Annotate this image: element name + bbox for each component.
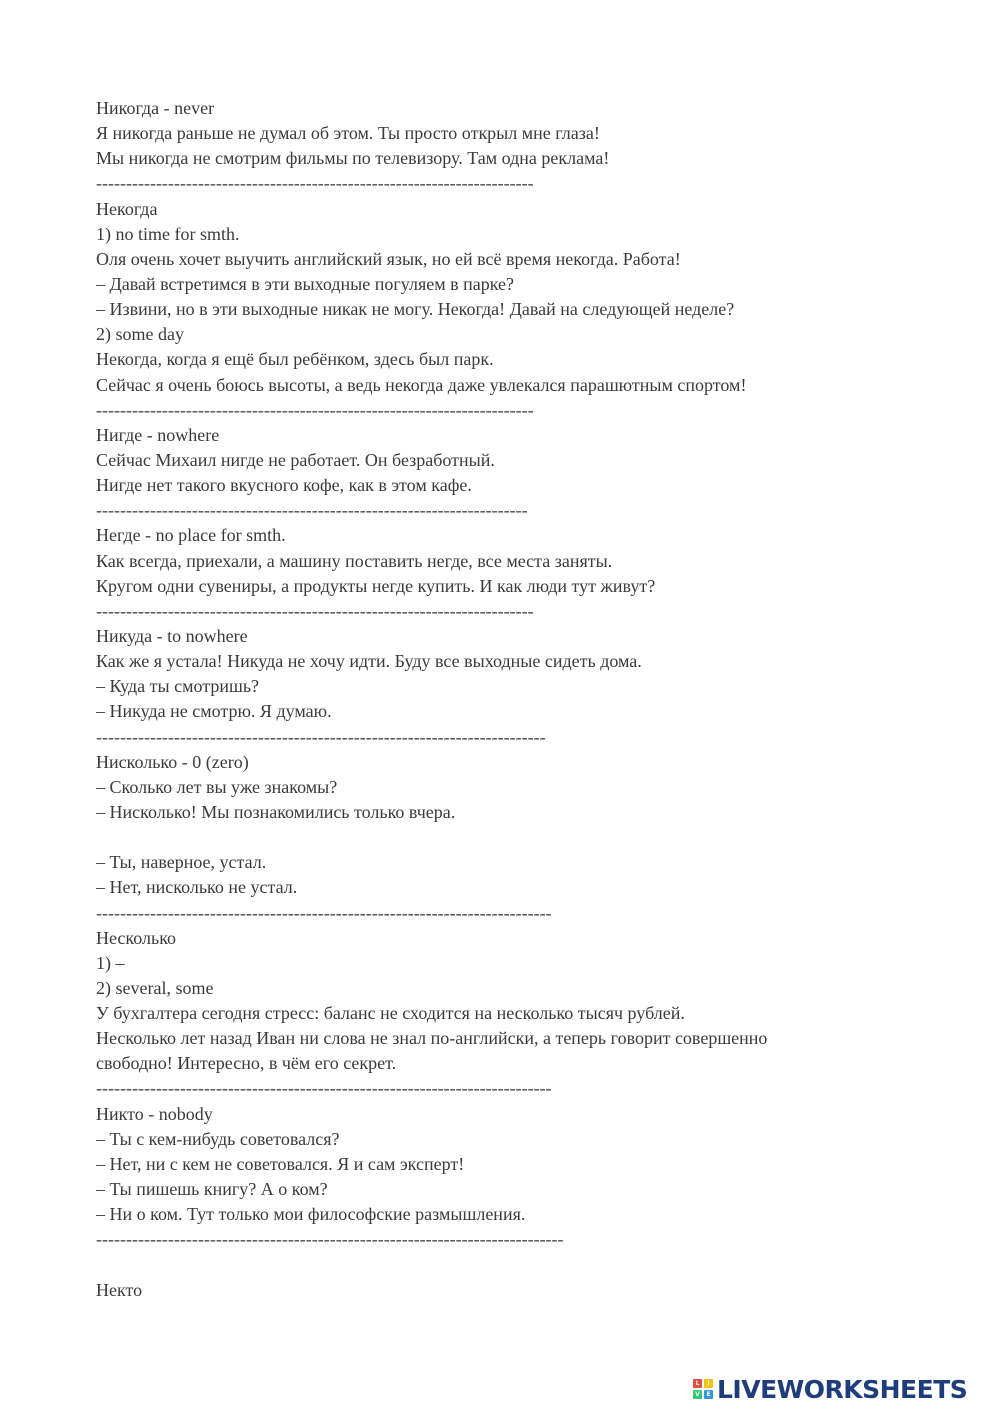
brand-wordmark: LIVEWORKSHEETS [717,1374,968,1404]
text-line: Никуда - to nowhere [96,625,248,646]
separator-line: ------------------------------------------------------------------------- [96,173,534,194]
text-line: – Нет, нисколько не устал. [96,877,298,898]
text-line: Негде - no place for smth. [96,525,286,546]
logo-square-v: V [693,1390,702,1399]
text-line: Некто [96,1279,143,1300]
text-line: Мы никогда не смотрим фильмы по телевизору. Там одна реклама! [96,148,610,169]
text-line: – Никуда не смотрю. Я думаю. [96,701,332,722]
liveworksheets-brand [693,1374,967,1404]
text-line: – Нет, ни с кем не советовался. Я и сам эксперт! [96,1153,465,1174]
separator-line: ------------------------------------------------------------------------------ [96,1229,564,1250]
text-line: Как всегда, приехали, а машину поставить негде, все места заняты. [96,550,613,571]
blank-line [96,825,956,850]
separator-line: ------------------------------------------------------------------------- [96,600,534,621]
text-line: Оля очень хочет выучить английский язык, но ей всё время некогда. Работа! [96,248,681,269]
text-line: – Нисколько! Мы познакомились только вчера. [96,801,456,822]
blank-line [96,1252,956,1277]
separator-line: ------------------------------------------------------------------------- [96,399,534,420]
text-line: – Ты пишешь книгу? А о ком? [96,1179,328,1200]
text-line: – Давай встретимся в эти выходные погуляем в парке? [96,273,515,294]
separator-line: ---------------------------------------------------------------------------- [96,1078,552,1099]
text-line: Сейчас Михаил нигде не работает. Он безработный. [96,449,495,470]
separator-line: ---------------------------------------------------------------------------- [96,902,552,923]
text-line: 2) several, some [96,977,214,998]
text-line: – Куда ты смотришь? [96,676,260,697]
text-line: 1) – [96,952,125,973]
text-line: – Сколько лет вы уже знакомы? [96,776,338,797]
logo-square-l: L [693,1379,702,1388]
text-line: Некогда, когда я ещё был ребёнком, здесь был парк. [96,349,494,370]
text-line: – Ты с кем-нибудь советовался? [96,1128,340,1149]
text-line: Кругом одни сувениры, а продукты негде купить. И как люди тут живут? [96,575,656,596]
text-line: Нисколько - 0 (zero) [96,751,249,772]
separator-line: --------------------------------------------------------------------------- [96,726,546,747]
text-line: Никогда - never [96,98,215,118]
text-line: Нигде - nowhere [96,424,220,445]
text-line: – Извини, но в эти выходные никак не могу. Некогда! Давай на следующей неделе? [96,299,735,320]
text-line: Никто - nobody [96,1103,213,1124]
logo-square-i: I [704,1379,713,1388]
text-line: Как же я устала! Никуда не хочу идти. Буду все выходные сидеть дома. [96,651,642,672]
text-line: Нигде нет такого вкусного кофе, как в этом кафе. [96,475,472,496]
text-line: 1) no time for smth. [96,223,240,244]
text-line: – Ни о ком. Тут только мои философские размышления. [96,1204,526,1225]
liveworksheets-logo-icon [693,1379,713,1399]
logo-square-e: E [704,1390,713,1399]
text-line: Сейчас я очень боюсь высоты, а ведь некогда даже увлекался парашютным спортом! [96,374,747,395]
text-line: Несколько [96,927,177,948]
text-line: Я никогда раньше не думал об этом. Ты просто открыл мне глаза! [96,123,600,144]
text-line: Несколько лет назад Иван ни слова не знал по-английски, а теперь говорит совершенно [96,1028,768,1049]
text-line: 2) some day [96,324,184,345]
text-line: Некогда [96,198,158,219]
separator-line: ------------------------------------------------------------------------ [96,500,528,521]
text-line: – Ты, наверное, устал. [96,852,267,873]
document-body [96,96,956,1303]
text-line: У бухгалтера сегодня стресс: баланс не сходится на несколько тысяч рублей. [96,1003,685,1024]
text-line: свободно! Интересно, в чём его секрет. [96,1053,397,1074]
